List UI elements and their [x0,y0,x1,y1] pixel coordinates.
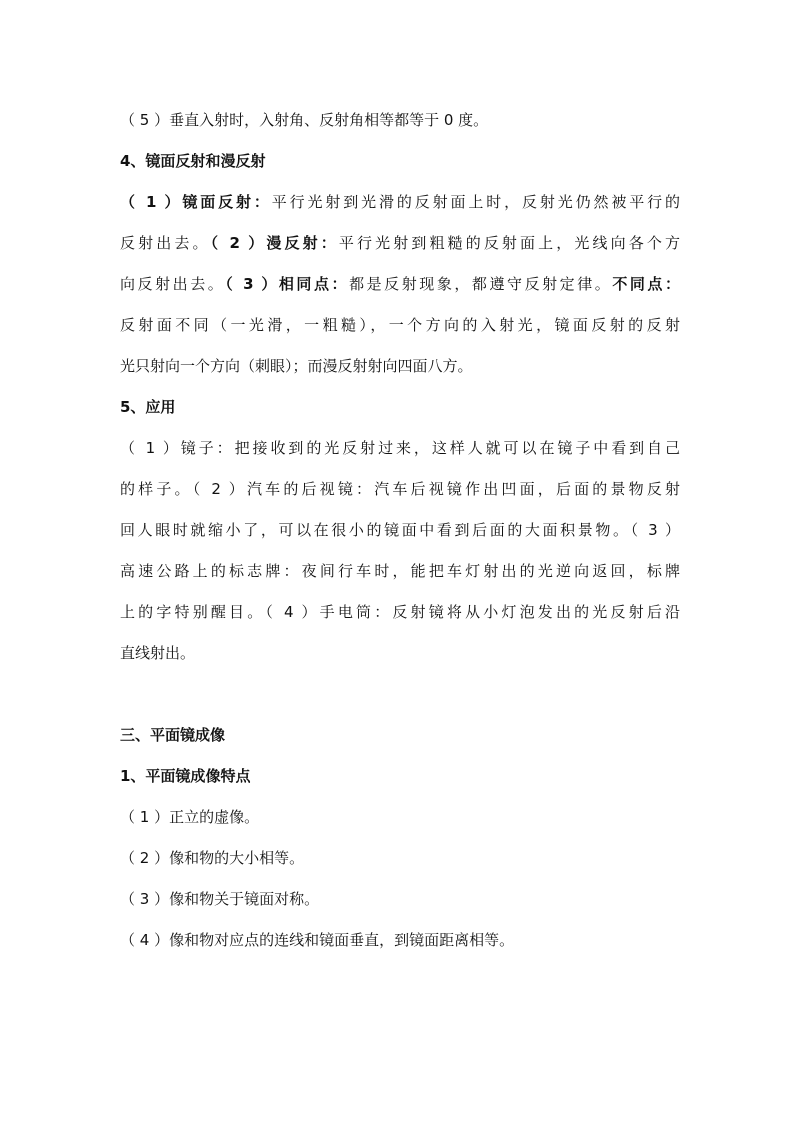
paragraph-applications-line-1: （ 1 ）镜子：把接收到的光反射过来，这样人就可以在镜子中看到自己 [120,439,680,457]
text: 平行光射到粗糙的反射面上，光线向各个方 [338,234,680,252]
text: 向反射出去。 [120,275,226,293]
list-item: （ 1 ）正立的虚像。 [120,808,260,826]
label-different: 不同点： [612,275,680,293]
spacer [120,674,680,715]
text: 都是反射现象，都遵守反射定律。 [349,275,613,293]
document-content [120,100,680,961]
label-specular: （ 1 ）镜面反射： [120,193,272,211]
text: 平行光射到光滑的反射面上时，反射光仍然被平行的 [271,193,680,211]
text: 反射出去。 [120,234,211,252]
paragraph-reflection-line-4: 反射面不同（一光滑，一粗糙），一个方向的入射光，镜面反射的反射 [120,316,680,334]
heading-applications: 5、应用 [120,398,176,416]
section-heading-plane-mirror: 三、平面镜成像 [120,726,226,744]
list-item: （ 4 ）像和物对应点的连线和镜面垂直，到镜面距离相等。 [120,931,515,949]
heading-plane-mirror-features: 1、平面镜成像特点 [120,767,251,785]
paragraph-reflection-line-5: 光只射向一个方向（刺眼）；而漫反射射向四面八方。 [120,357,473,375]
paragraph-reflection-line-1 [120,182,680,223]
heading-specular-diffuse: 4、镜面反射和漫反射 [120,152,266,170]
list-item: （ 2 ）像和物的大小相等。 [120,849,305,867]
paragraph-5-vertical-incidence: （ 5 ）垂直入射时，入射角、反射角相等都等于 0 度。 [120,111,489,129]
label-same: （ 3 ）相同点： [225,275,350,293]
paragraph-applications-line-2: 的样子。（ 2 ）汽车的后视镜：汽车后视镜作出凹面，后面的景物反射 [120,480,680,498]
paragraph-applications-line-5: 上的字特别醒目。（ 4 ）手电筒：反射镜将从小灯泡发出的光反射后沿 [120,603,680,621]
paragraph-reflection-line-3 [120,264,680,305]
paragraph-applications-line-3: 回人眼时就缩小了，可以在很小的镜面中看到后面的大面积景物。（ 3 ） [120,521,680,539]
paragraph-applications-line-4: 高速公路上的标志牌：夜间行车时，能把车灯射出的光逆向返回，标牌 [120,562,680,580]
label-diffuse: （ 2 ）漫反射： [210,234,339,252]
list-item: （ 3 ）像和物关于镜面对称。 [120,890,320,908]
paragraph-applications-line-6: 直线射出。 [120,644,196,662]
paragraph-reflection-line-2 [120,223,680,264]
